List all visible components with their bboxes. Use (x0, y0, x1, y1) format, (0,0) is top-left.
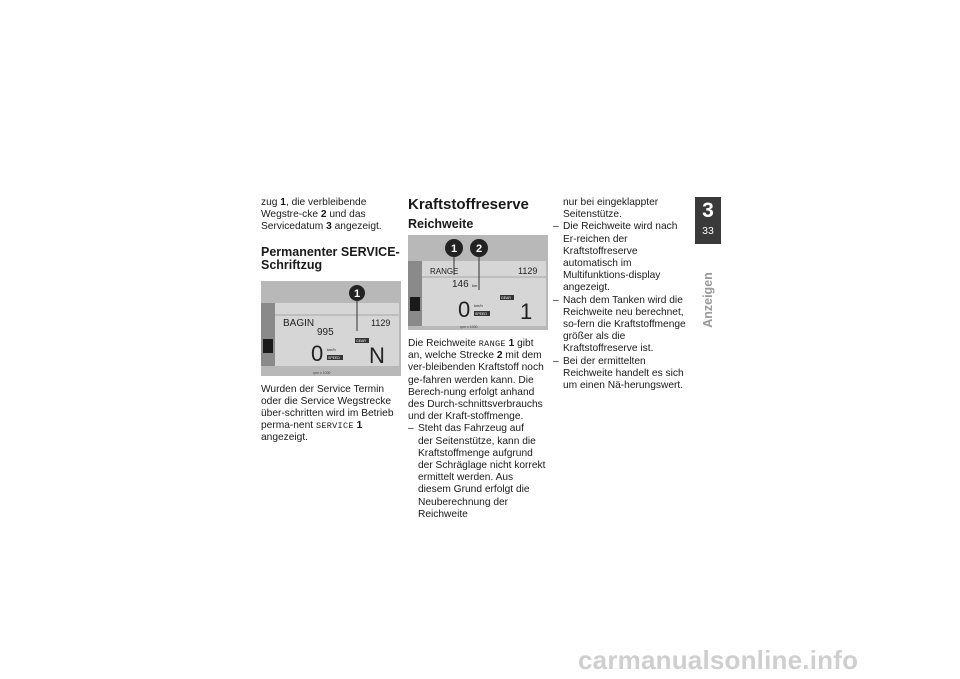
figure-speed-label: SPEED (328, 355, 340, 360)
figure-label-1: 1 (450, 243, 458, 255)
watermark: carmanualsonline.info (578, 645, 859, 675)
figure-range-value: 146 (452, 279, 469, 290)
chapter-label: Anzeigen (701, 272, 715, 328)
figure-gear-label: GEAR (356, 338, 366, 343)
figure-clock: 1129 (518, 266, 538, 276)
figure-unit: km/h (474, 303, 483, 308)
list-item-continuation: nur bei eingeklappter Seitenstütze. (563, 197, 659, 221)
figure-gear: 1 (520, 299, 533, 324)
paragraph-intro: zug 1, die verbleibende Wegstre-cke 2 und das Servicedatum 3 angezeigt. (261, 197, 382, 233)
paragraph-range: Die Reichweite RANGE 1 gibt an, welche Strecke 2 mit dem ver-bleibenden Kraftstoff noch ge-fahren werden kann. Die Berech-nung erfolgt anhand des Durch-schnittsverbrauchs und der Kraft-stoffmenge. (408, 338, 544, 423)
figure-rpm: rpm x 1000 (313, 370, 331, 375)
figure-rpm: rpm x 1000 (460, 325, 478, 329)
figure-speed-label: SPEED (475, 312, 487, 316)
paragraph-service: Wurden der Service Termin oder die Service Wegstrecke über-schritten wird im Betrieb perma-nent SERVICE 1 angezeigt. (261, 383, 394, 444)
section-heading-fuel: Kraftstoffreserve (408, 196, 529, 213)
figure-value: 995 (317, 326, 334, 338)
figure-unit: km/h (327, 346, 336, 352)
list-item: – Steht das Fahrzeug auf der Seitenstütze, kann die Kraftstoffmenge aufgrund der Schräglage nicht korrekt ermittelt werden. Aus diesem Grund erfolgt die Neuberechnung der Reichweite (408, 423, 546, 520)
column-3 (553, 197, 688, 392)
chapter-number: 3 (702, 199, 714, 222)
section-heading-service: Permanenter SERVICE-Schriftzug (261, 244, 400, 273)
subheading-range: Reichweite (408, 217, 474, 231)
list-item: – Nach dem Tanken wird die Reichweite neu berechnet, so-fern die Kraftstoffmenge größer als die Kraftstoffreserve ist. (553, 294, 686, 355)
column-2 (408, 197, 548, 521)
dashboard-figure-service (261, 281, 401, 376)
figure-clock: 1129 (371, 317, 391, 328)
page-number: 33 (702, 225, 714, 237)
figure-text-range: RANGE (430, 267, 459, 276)
figure-gear-label: GEAR (501, 296, 511, 300)
figure-speed: 0 (458, 297, 471, 322)
list-item: – Bei der ermittelten Reichweite handelt es sich um einen Nä-herungswert. (553, 355, 684, 392)
figure-gear: N (369, 342, 385, 368)
figure-text-bagin: BAGIN (283, 317, 315, 329)
dashboard-figure-range (408, 235, 548, 330)
figure-label-1: 1 (353, 287, 361, 300)
figure-range-unit: km (472, 283, 478, 288)
chapter-tab (695, 197, 721, 244)
figure-label-2: 2 (475, 243, 483, 255)
column-1 (261, 197, 401, 445)
figure-speed: 0 (311, 340, 324, 366)
list-item: – Die Reichweite wird nach Er-reichen der Kraftstoffreserve automatisch im Multifunktions-display angezeigt. (553, 221, 678, 294)
